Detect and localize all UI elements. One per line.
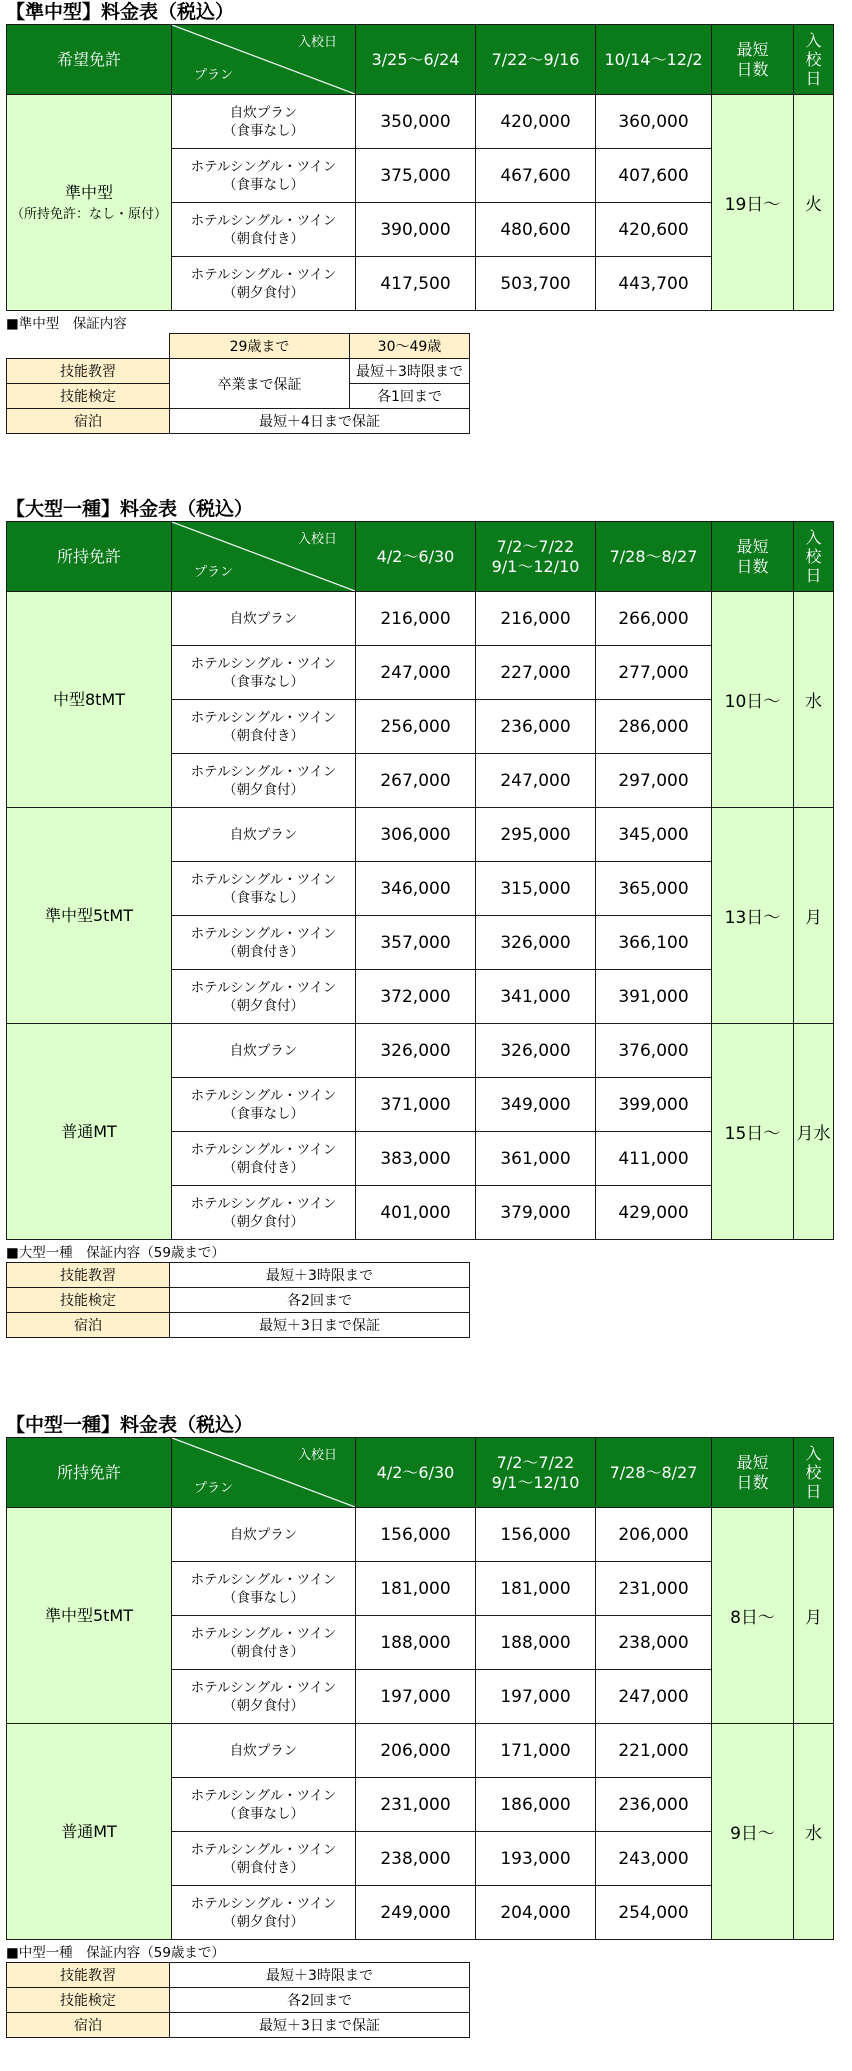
- price-cell: 399,000: [596, 1078, 712, 1132]
- license-cell: [7, 1508, 172, 1724]
- price-cell: 429,000: [596, 1186, 712, 1240]
- plan-line: （食事なし）: [223, 673, 304, 690]
- plan-line: ホテルシングル・ツイン: [190, 1571, 337, 1588]
- min-days-cell: 9日～: [712, 1724, 794, 1940]
- plan-line: 自炊プラン: [229, 826, 298, 843]
- price-cell: 390,000: [356, 203, 476, 257]
- plan-cell: [172, 203, 356, 257]
- plan-cell: [172, 1724, 356, 1778]
- plan-line: ホテルシングル・ツイン: [190, 1679, 337, 1696]
- guarantee-value: 最短＋3日まで保証: [170, 2013, 470, 2038]
- price-cell: 227,000: [476, 646, 596, 700]
- price-cell: 326,000: [356, 1024, 476, 1078]
- license-line: 中型8tMT: [52, 689, 126, 709]
- table-row: [7, 1724, 834, 1778]
- price-cell: 231,000: [356, 1778, 476, 1832]
- price-cell: 267,000: [356, 754, 476, 808]
- section-title: 【大型一種】料金表（税込）: [6, 498, 254, 520]
- entry-day-header-char: 校: [805, 1463, 822, 1482]
- price-cell: 341,000: [476, 970, 596, 1024]
- plan-cell: [172, 1024, 356, 1078]
- price-cell: 350,000: [356, 95, 476, 149]
- guarantee-value: 最短＋3時限まで: [350, 359, 470, 384]
- entry-day-cell: 月: [794, 1508, 834, 1724]
- plan-cell: [172, 1616, 356, 1670]
- guarantee-label: 技能検定: [7, 1988, 170, 2013]
- guarantee-row: [7, 1263, 470, 1288]
- price-cell: 407,600: [596, 149, 712, 203]
- price-cell: 243,000: [596, 1832, 712, 1886]
- price-cell: 186,000: [476, 1778, 596, 1832]
- entry-day-cell: 月水: [794, 1024, 834, 1240]
- plan-line: 自炊プラン: [229, 610, 298, 627]
- price-table: [6, 1437, 834, 1940]
- price-cell: 197,000: [476, 1670, 596, 1724]
- min-days-header: [712, 522, 794, 592]
- entry-day-cell: 水: [794, 1724, 834, 1940]
- license-cell: [7, 1724, 172, 1940]
- plan-cell: [172, 95, 356, 149]
- min-days-header-line: 日数: [736, 556, 769, 576]
- price-cell: 467,600: [476, 149, 596, 203]
- plan-line: ホテルシングル・ツイン: [190, 1087, 337, 1104]
- price-cell: 357,000: [356, 916, 476, 970]
- price-cell: 236,000: [596, 1778, 712, 1832]
- age-header: 29歳まで: [170, 334, 350, 359]
- price-cell: 204,000: [476, 1886, 596, 1940]
- period-header: [356, 1438, 476, 1508]
- price-cell: 181,000: [356, 1562, 476, 1616]
- plan-line: ホテルシングル・ツイン: [190, 709, 337, 726]
- guarantee-label: 技能教習: [7, 1963, 170, 1988]
- min-days-header-line: 最短: [736, 1452, 769, 1472]
- plan-line: （食事なし）: [223, 889, 304, 906]
- guarantee-label: 宿泊: [7, 2013, 170, 2038]
- price-cell: 346,000: [356, 862, 476, 916]
- price-cell: 295,000: [476, 808, 596, 862]
- price-table: [6, 24, 834, 311]
- fee-section: [6, 1413, 834, 2038]
- period-line: 4/2～6/30: [376, 1462, 455, 1482]
- entry-day-header-char: 入: [805, 1444, 822, 1463]
- license-cell: [7, 592, 172, 808]
- entry-day-header-char: 入: [805, 31, 822, 50]
- price-cell: 326,000: [476, 916, 596, 970]
- guarantee-row: [7, 1288, 470, 1313]
- guarantee-row: [7, 1313, 470, 1338]
- license-cell: [7, 1024, 172, 1240]
- diagonal-header-cell: [172, 1438, 356, 1508]
- price-cell: 349,000: [476, 1078, 596, 1132]
- diagonal-header-cell: [172, 522, 356, 592]
- price-cell: 420,600: [596, 203, 712, 257]
- price-cell: 379,000: [476, 1186, 596, 1240]
- min-days-cell: 8日～: [712, 1508, 794, 1724]
- price-cell: 361,000: [476, 1132, 596, 1186]
- price-cell: 277,000: [596, 646, 712, 700]
- plan-line: 自炊プラン: [229, 1742, 298, 1759]
- plan-line: ホテルシングル・ツイン: [190, 1625, 337, 1642]
- entry-day-header: [794, 522, 834, 592]
- license-cell: [7, 808, 172, 1024]
- plan-line: （朝食付き）: [223, 727, 304, 744]
- price-cell: 216,000: [356, 592, 476, 646]
- plan-line: （朝夕食付）: [223, 781, 304, 798]
- min-days-cell: 13日～: [712, 808, 794, 1024]
- license-line: 普通MT: [61, 1121, 117, 1141]
- entry-day-header-char: 校: [805, 50, 822, 69]
- period-line: 3/25～6/24: [371, 49, 460, 69]
- price-cell: 345,000: [596, 808, 712, 862]
- price-cell: 221,000: [596, 1724, 712, 1778]
- plan-line: ホテルシングル・ツイン: [190, 212, 337, 229]
- plan-line: （朝食付き）: [223, 1859, 304, 1876]
- plan-cell: [172, 1886, 356, 1940]
- entry-date-label: 入校日: [297, 35, 337, 50]
- plan-cell: [172, 592, 356, 646]
- min-days-header: [712, 1438, 794, 1508]
- plan-line: （朝夕食付）: [223, 997, 304, 1014]
- guarantee-value: 最短＋3日まで保証: [170, 1313, 470, 1338]
- guarantee-header-row: [7, 334, 470, 359]
- guarantee-label: 宿泊: [7, 1313, 170, 1338]
- plan-line: （食事なし）: [223, 122, 304, 139]
- license-line: 準中型5tMT: [44, 1605, 134, 1625]
- price-cell: 266,000: [596, 592, 712, 646]
- plan-line: ホテルシングル・ツイン: [190, 979, 337, 996]
- license-header: 希望免許: [7, 25, 172, 95]
- entry-day-header-char: 日: [805, 69, 822, 88]
- period-line: 7/2～7/22: [496, 1452, 575, 1472]
- guarantee-label: 技能教習: [7, 1263, 170, 1288]
- table-row: [7, 1024, 834, 1078]
- price-cell: 256,000: [356, 700, 476, 754]
- diagonal-header-cell: [172, 25, 356, 95]
- plan-cell: [172, 1832, 356, 1886]
- plan-cell: [172, 700, 356, 754]
- price-cell: 417,500: [356, 257, 476, 311]
- min-days-header-line: 最短: [736, 536, 769, 556]
- entry-day-cell: 水: [794, 592, 834, 808]
- license-cell: [7, 95, 172, 311]
- guarantee-title: ■準中型 保証内容: [6, 316, 127, 332]
- plan-cell: [172, 862, 356, 916]
- guarantee-value: 卒業まで保証: [170, 359, 350, 409]
- fee-section: [6, 0, 834, 434]
- plan-cell: [172, 1132, 356, 1186]
- guarantee-label: 技能検定: [7, 1288, 170, 1313]
- table-row: [7, 808, 834, 862]
- price-cell: 249,000: [356, 1886, 476, 1940]
- price-cell: 206,000: [596, 1508, 712, 1562]
- period-header: [356, 25, 476, 95]
- min-days-header-line: 最短: [736, 39, 769, 59]
- price-cell: 372,000: [356, 970, 476, 1024]
- entry-day-header: [794, 25, 834, 95]
- price-cell: 376,000: [596, 1024, 712, 1078]
- entry-day-header-char: 日: [805, 1482, 822, 1501]
- price-cell: 238,000: [356, 1832, 476, 1886]
- price-cell: 375,000: [356, 149, 476, 203]
- min-days-cell: 10日～: [712, 592, 794, 808]
- price-cell: 411,000: [596, 1132, 712, 1186]
- entry-date-label: 入校日: [297, 1448, 337, 1463]
- price-cell: 247,000: [596, 1670, 712, 1724]
- fee-section: [6, 497, 834, 1338]
- plan-label: プラン: [194, 565, 234, 580]
- guarantee-label: 技能検定: [7, 384, 170, 409]
- price-cell: 156,000: [356, 1508, 476, 1562]
- header-row: [7, 522, 834, 592]
- price-cell: 420,000: [476, 95, 596, 149]
- guarantee-value: 各2回まで: [170, 1288, 470, 1313]
- period-line: 7/2～7/22: [496, 536, 575, 556]
- plan-cell: [172, 1778, 356, 1832]
- price-cell: 197,000: [356, 1670, 476, 1724]
- license-line: 普通MT: [61, 1821, 117, 1841]
- guarantee-row: [7, 409, 470, 434]
- price-cell: 306,000: [356, 808, 476, 862]
- price-cell: 391,000: [596, 970, 712, 1024]
- section-title: 【中型一種】料金表（税込）: [6, 1414, 254, 1436]
- period-header: [596, 522, 712, 592]
- price-cell: 326,000: [476, 1024, 596, 1078]
- period-line: 10/14～12/2: [604, 49, 703, 69]
- price-cell: 286,000: [596, 700, 712, 754]
- section-title: 【準中型】料金表（税込）: [6, 1, 235, 23]
- plan-line: （朝食付き）: [223, 230, 304, 247]
- guarantee-row: [7, 359, 470, 384]
- price-cell: 206,000: [356, 1724, 476, 1778]
- price-table: [6, 521, 834, 1240]
- table-row: [7, 1508, 834, 1562]
- plan-line: （朝夕食付）: [223, 1697, 304, 1714]
- plan-line: ホテルシングル・ツイン: [190, 266, 337, 283]
- min-days-header-line: 日数: [736, 59, 769, 79]
- guarantee-table: [6, 1262, 470, 1338]
- plan-cell: [172, 916, 356, 970]
- plan-label: プラン: [194, 1481, 234, 1496]
- plan-line: 自炊プラン: [229, 104, 298, 121]
- price-cell: 193,000: [476, 1832, 596, 1886]
- guarantee-value: 最短＋4日まで保証: [170, 409, 470, 434]
- license-line: 準中型: [64, 182, 113, 202]
- plan-line: ホテルシングル・ツイン: [190, 1141, 337, 1158]
- license-line: 準中型5tMT: [44, 905, 134, 925]
- period-header: [476, 522, 596, 592]
- price-cell: 236,000: [476, 700, 596, 754]
- header-row: [7, 25, 834, 95]
- plan-cell: [172, 149, 356, 203]
- plan-line: （朝食付き）: [223, 1643, 304, 1660]
- plan-line: ホテルシングル・ツイン: [190, 1195, 337, 1212]
- plan-line: （食事なし）: [223, 176, 304, 193]
- license-header: 所持免許: [7, 522, 172, 592]
- period-line: 7/28～8/27: [609, 1462, 698, 1482]
- plan-line: ホテルシングル・ツイン: [190, 655, 337, 672]
- guarantee-row: [7, 1963, 470, 1988]
- price-cell: 156,000: [476, 1508, 596, 1562]
- entry-day-header-char: 校: [805, 547, 822, 566]
- price-cell: 247,000: [356, 646, 476, 700]
- plan-label: プラン: [194, 68, 234, 83]
- price-cell: 188,000: [356, 1616, 476, 1670]
- plan-cell: [172, 1078, 356, 1132]
- price-cell: 371,000: [356, 1078, 476, 1132]
- plan-line: ホテルシングル・ツイン: [190, 1787, 337, 1804]
- guarantee-label: 宿泊: [7, 409, 170, 434]
- plan-line: （食事なし）: [223, 1589, 304, 1606]
- plan-line: ホテルシングル・ツイン: [190, 763, 337, 780]
- plan-line: ホテルシングル・ツイン: [190, 1895, 337, 1912]
- period-header: [476, 25, 596, 95]
- min-days-header-line: 日数: [736, 1472, 769, 1492]
- plan-line: （朝食付き）: [223, 943, 304, 960]
- plan-line: 自炊プラン: [229, 1042, 298, 1059]
- price-cell: 360,000: [596, 95, 712, 149]
- price-cell: 480,600: [476, 203, 596, 257]
- price-cell: 254,000: [596, 1886, 712, 1940]
- guarantee-value: 最短＋3時限まで: [170, 1263, 470, 1288]
- plan-cell: [172, 257, 356, 311]
- price-cell: 365,000: [596, 862, 712, 916]
- period-line: 9/1～12/10: [491, 1472, 580, 1492]
- plan-line: （朝食付き）: [223, 1159, 304, 1176]
- license-line: （所持免許：なし・原付）: [10, 206, 167, 222]
- plan-line: 自炊プラン: [229, 1526, 298, 1543]
- plan-line: （食事なし）: [223, 1805, 304, 1822]
- period-line: 9/1～12/10: [491, 556, 580, 576]
- plan-cell: [172, 646, 356, 700]
- price-cell: 181,000: [476, 1562, 596, 1616]
- plan-line: ホテルシングル・ツイン: [190, 871, 337, 888]
- plan-cell: [172, 1186, 356, 1240]
- guarantee-value: 最短＋3時限まで: [170, 1963, 470, 1988]
- price-cell: 231,000: [596, 1562, 712, 1616]
- plan-line: ホテルシングル・ツイン: [190, 158, 337, 175]
- plan-line: （朝夕食付）: [223, 1213, 304, 1230]
- guarantee-table: [6, 333, 470, 434]
- plan-cell: [172, 1562, 356, 1616]
- plan-cell: [172, 970, 356, 1024]
- guarantee-value: 各1回まで: [350, 384, 470, 409]
- min-days-cell: 15日～: [712, 1024, 794, 1240]
- entry-date-label: 入校日: [297, 532, 337, 547]
- price-cell: 238,000: [596, 1616, 712, 1670]
- price-cell: 188,000: [476, 1616, 596, 1670]
- plan-line: （食事なし）: [223, 1105, 304, 1122]
- guarantee-row: [7, 2013, 470, 2038]
- period-line: 4/2～6/30: [376, 546, 455, 566]
- period-header: [596, 1438, 712, 1508]
- price-cell: 401,000: [356, 1186, 476, 1240]
- price-cell: 503,700: [476, 257, 596, 311]
- guarantee-row: [7, 1988, 470, 2013]
- plan-line: （朝夕食付）: [223, 1913, 304, 1930]
- entry-day-header-char: 日: [805, 566, 822, 585]
- plan-cell: [172, 754, 356, 808]
- price-cell: 171,000: [476, 1724, 596, 1778]
- plan-cell: [172, 1508, 356, 1562]
- guarantee-title: ■中型一種 保証内容（59歳まで）: [6, 1945, 225, 1961]
- guarantee-title: ■大型一種 保証内容（59歳まで）: [6, 1245, 225, 1261]
- price-cell: 216,000: [476, 592, 596, 646]
- guarantee-label: 技能教習: [7, 359, 170, 384]
- price-cell: 247,000: [476, 754, 596, 808]
- min-days-cell: 19日～: [712, 95, 794, 311]
- plan-line: ホテルシングル・ツイン: [190, 925, 337, 942]
- header-row: [7, 1438, 834, 1508]
- plan-cell: [172, 1670, 356, 1724]
- price-cell: 383,000: [356, 1132, 476, 1186]
- plan-line: （朝夕食付）: [223, 284, 304, 301]
- license-header: 所持免許: [7, 1438, 172, 1508]
- table-row: [7, 95, 834, 149]
- period-header: [596, 25, 712, 95]
- period-header: [356, 522, 476, 592]
- price-cell: 297,000: [596, 754, 712, 808]
- guarantee-table: [6, 1962, 470, 2038]
- table-row: [7, 592, 834, 646]
- period-header: [476, 1438, 596, 1508]
- price-cell: 366,100: [596, 916, 712, 970]
- min-days-header: [712, 25, 794, 95]
- price-cell: 443,700: [596, 257, 712, 311]
- guarantee-value: 各2回まで: [170, 1988, 470, 2013]
- plan-line: ホテルシングル・ツイン: [190, 1841, 337, 1858]
- period-line: 7/22～9/16: [491, 49, 580, 69]
- price-cell: 315,000: [476, 862, 596, 916]
- entry-day-cell: 月: [794, 808, 834, 1024]
- age-header: 30～49歳: [350, 334, 470, 359]
- plan-cell: [172, 808, 356, 862]
- period-line: 7/28～8/27: [609, 546, 698, 566]
- entry-day-header-char: 入: [805, 528, 822, 547]
- entry-day-cell: 火: [794, 95, 834, 311]
- blank-cell: [7, 334, 170, 359]
- entry-day-header: [794, 1438, 834, 1508]
